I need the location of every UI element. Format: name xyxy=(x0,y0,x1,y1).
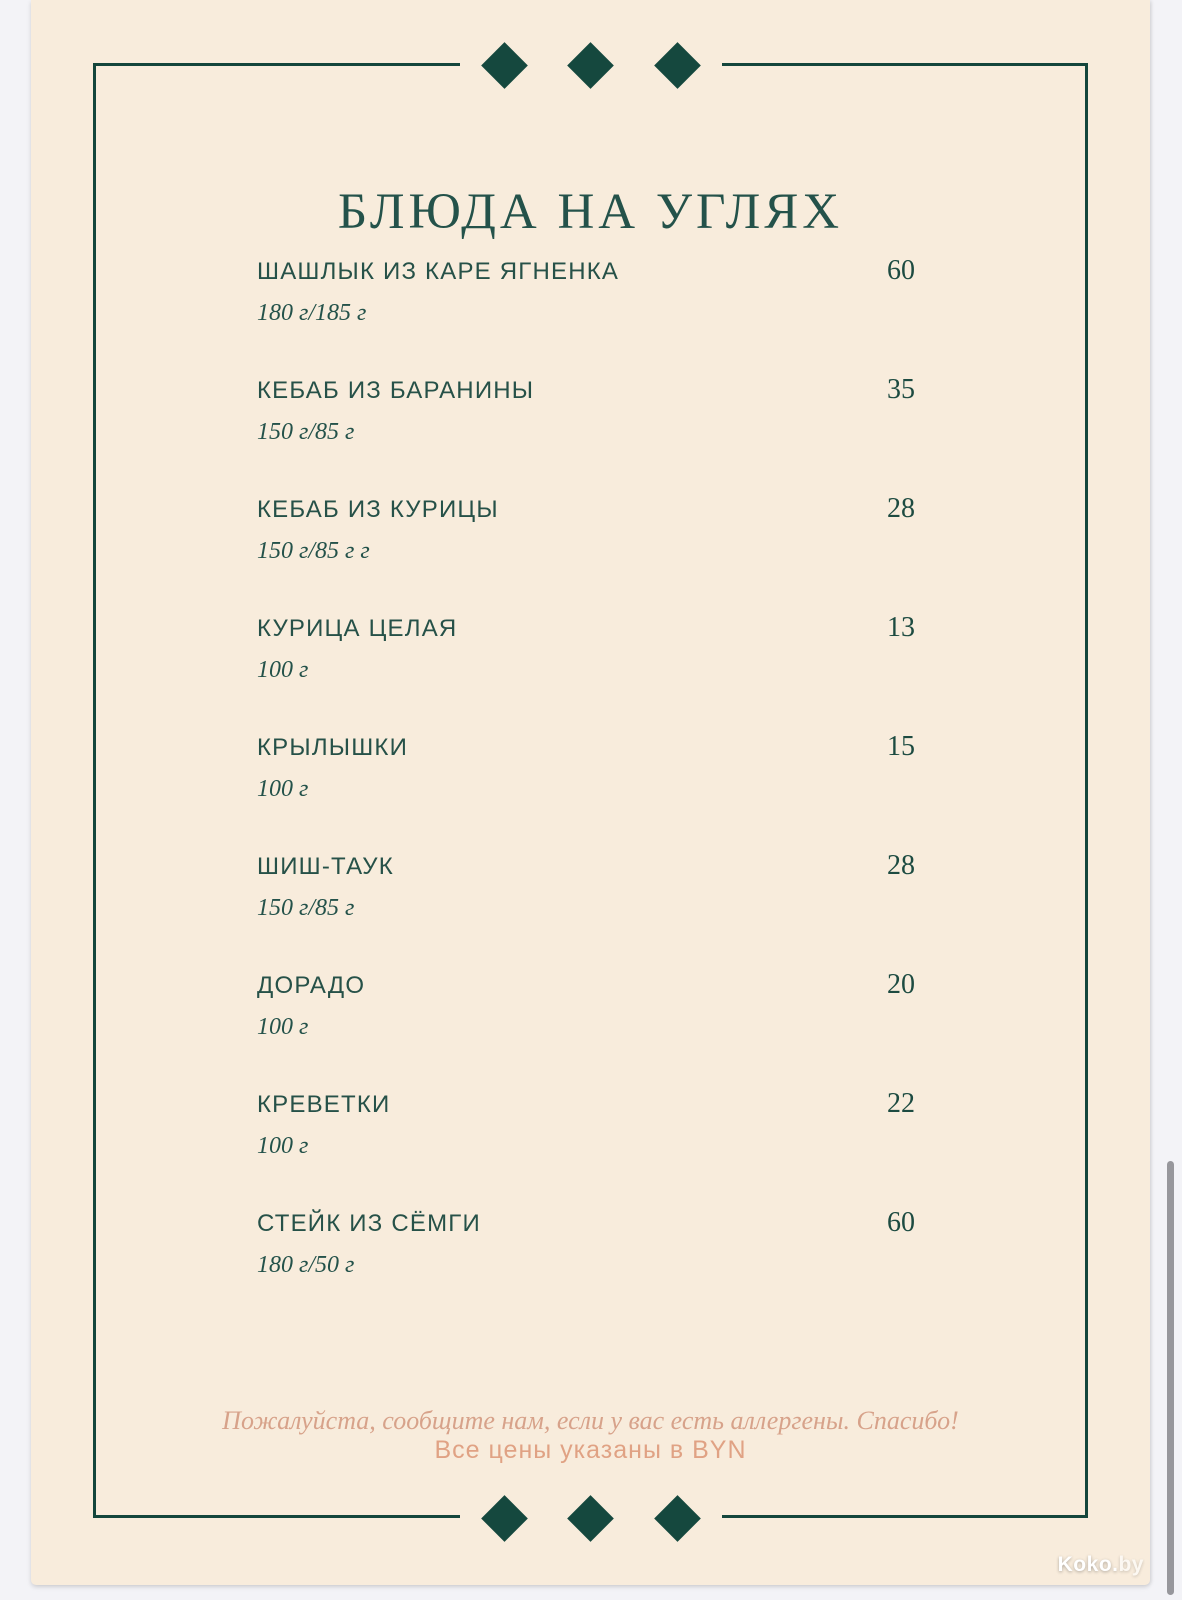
item-price: 22 xyxy=(887,1088,915,1119)
menu-page xyxy=(31,0,1150,1585)
diamond-icon xyxy=(654,42,701,89)
menu-list xyxy=(257,256,915,1327)
item-weight: 180 г/185 г xyxy=(257,300,367,326)
item-name: СТЕЙК ИЗ СЁМГИ xyxy=(257,1210,481,1237)
menu-item xyxy=(257,732,915,803)
item-weight: 150 г/85 г xyxy=(257,895,355,921)
item-name: ДОРАДО xyxy=(257,972,366,999)
diamond-icon xyxy=(654,1495,701,1542)
bottom-diamond-ornament xyxy=(460,1493,722,1543)
watermark-light: by xyxy=(1118,1553,1144,1576)
item-name: КЕБАБ ИЗ КУРИЦЫ xyxy=(257,496,499,523)
page-title: БЛЮДА НА УГЛЯХ xyxy=(337,184,844,241)
watermark-bold: Koko. xyxy=(1057,1553,1119,1576)
item-weight: 100 г xyxy=(257,657,309,683)
item-price: 20 xyxy=(887,969,915,1000)
item-name: ШИШ-ТАУК xyxy=(257,853,394,880)
item-price: 28 xyxy=(887,493,915,524)
item-weight: 100 г xyxy=(257,1014,309,1040)
item-weight: 100 г xyxy=(257,1133,309,1159)
item-price: 60 xyxy=(887,1207,915,1238)
item-name: КЕБАБ ИЗ БАРАНИНЫ xyxy=(257,377,535,404)
item-name: ШАШЛЫК ИЗ КАРЕ ЯГНЕНКА xyxy=(257,258,620,285)
menu-item xyxy=(257,613,915,684)
menu-item xyxy=(257,1208,915,1279)
item-name: КРЫЛЫШКИ xyxy=(257,734,409,761)
item-weight: 100 г xyxy=(257,776,309,802)
menu-item xyxy=(257,375,915,446)
watermark xyxy=(1058,1553,1144,1577)
item-price: 60 xyxy=(887,255,915,286)
item-price: 28 xyxy=(887,850,915,881)
diamond-icon xyxy=(567,42,614,89)
allergen-note: Пожалуйста, сообщите нам, если у вас есть аллергены. Спасибо! xyxy=(222,1406,959,1435)
diamond-icon xyxy=(481,42,528,89)
item-weight: 150 г/85 г xyxy=(257,419,355,445)
item-name: КРЕВЕТКИ xyxy=(257,1091,391,1118)
top-diamond-ornament xyxy=(460,40,722,90)
item-weight: 150 г/85 г г xyxy=(257,538,370,564)
menu-item xyxy=(257,1089,915,1160)
item-weight: 180 г/50 г xyxy=(257,1252,355,1278)
menu-item xyxy=(257,494,915,565)
menu-item xyxy=(257,851,915,922)
menu-item xyxy=(257,970,915,1041)
scrollbar-thumb[interactable] xyxy=(1167,1161,1174,1595)
diamond-icon xyxy=(567,1495,614,1542)
item-price: 35 xyxy=(887,374,915,405)
item-name: КУРИЦА ЦЕЛАЯ xyxy=(257,615,458,642)
item-price: 13 xyxy=(887,612,915,643)
diamond-icon xyxy=(481,1495,528,1542)
currency-note: Все цены указаны в BYN xyxy=(434,1436,747,1464)
item-price: 15 xyxy=(887,731,915,762)
menu-item xyxy=(257,256,915,327)
